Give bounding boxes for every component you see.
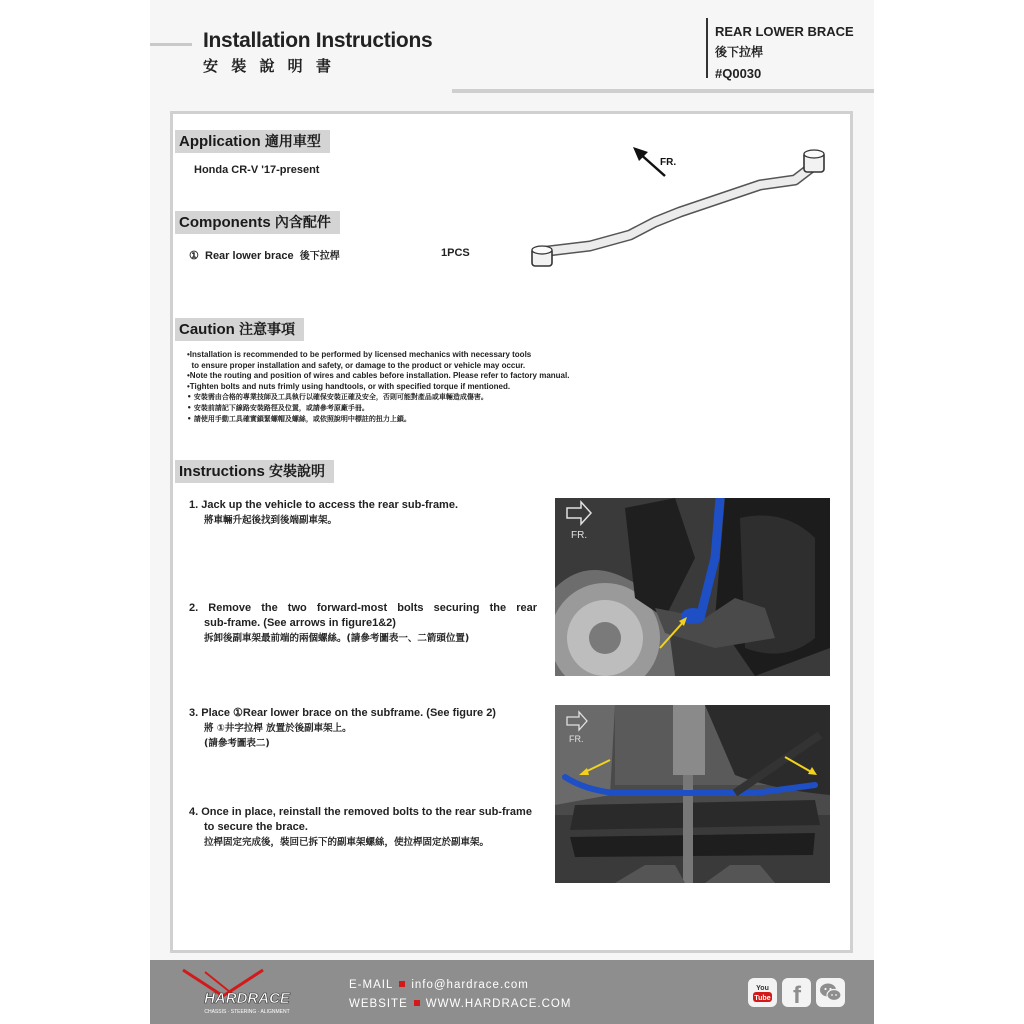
caution-line: to ensure proper installation and safety, or damage to the product or vehicle may occur.: [187, 360, 526, 370]
header-underline: [452, 89, 874, 93]
figure-2-photo: [555, 705, 830, 883]
brand-name: HARDRACE: [204, 990, 290, 1007]
instruction-step-3: 3. Place ①Rear lower brace on the subframe. (See figure 2) 將 ①井字拉桿 放置於後副車架上。 (請參考圖表二): [189, 707, 496, 749]
website-label: WEBSITE: [349, 998, 408, 1010]
svg-text:Tube: Tube: [754, 995, 771, 1002]
page-subtitle: 安 裝 說 明 書: [203, 57, 335, 75]
figure-2-front-label: FR.: [569, 734, 584, 744]
caution-heading: Caution 注意事項: [175, 318, 304, 341]
caution-line: •Tighten bolts and nuts frimly using handtools, or with specified torque if mentioned.: [187, 381, 511, 391]
youtube-icon[interactable]: [748, 978, 777, 1007]
product-name: REAR LOWER BRACE: [715, 24, 854, 39]
caution-line: •Note the routing and position of wires and cables before installation. Please refer to factory manual.: [187, 371, 570, 381]
instructions-heading: Instructions 安裝說明: [175, 460, 334, 483]
vehicle-application: Honda CR-V '17-present: [194, 164, 320, 176]
wechat-icon[interactable]: [816, 978, 845, 1007]
front-label: FR.: [660, 157, 677, 168]
email-label: E-MAIL: [349, 979, 394, 991]
facebook-icon[interactable]: [782, 978, 811, 1007]
caution-line: • 安裝前請記下線路安裝路徑及位置，或請參考原廠手冊。: [187, 403, 369, 412]
header-accent-line: [150, 43, 192, 46]
caution-line: • 安裝需由合格的專業技師及工具執行以確保安裝正確及安全，否則可能對產品或車輛造成傷害。: [187, 393, 488, 402]
instruction-step-4: 4. Once in place, reinstall the removed bolts to the rear sub-frame to secure the brace. 拉桿固定完成後，裝回已拆下的副車架螺絲，使拉桿固定於副車架。: [189, 806, 532, 848]
header-divider: [706, 18, 708, 78]
footer: [150, 960, 874, 1024]
brand-tagline: CHASSIS · STEERING · ALIGNMENT: [204, 1009, 290, 1015]
website-link[interactable]: WWW.HARDRACE.COM: [425, 998, 572, 1010]
page-title: Installation Instructions: [203, 29, 433, 52]
component-item: ① Rear lower brace 後下拉桿: [189, 250, 340, 262]
website-row: [349, 995, 571, 1014]
svg-text:f: f: [793, 982, 801, 1007]
product-name-zh: 後下拉桿: [715, 45, 764, 59]
figure-1-photo: [555, 498, 830, 676]
components-heading: Components 內含配件: [175, 211, 340, 234]
caution-list: [187, 350, 569, 424]
instruction-step-1: 1. Jack up the vehicle to access the rear sub-frame. 將車輛升起後找到後端副車架。: [189, 499, 459, 526]
hardrace-logo: [175, 966, 320, 1018]
part-number: #Q0030: [715, 66, 762, 81]
caution-line: • 請使用手動工具確實鎖緊螺帽及螺絲，或依照說明中標註的扭力上鎖。: [187, 414, 411, 423]
brace-diagram: [520, 140, 840, 275]
contact-info: [349, 976, 571, 1014]
caution-line: •Installation is recommended to be performed by licensed mechanics with necessary tools: [187, 350, 532, 359]
bullet-icon: [399, 981, 405, 987]
email-row: [349, 976, 571, 995]
svg-text:You: You: [756, 985, 769, 992]
figure-1-front-label: FR.: [571, 530, 588, 541]
product-info: [715, 21, 854, 84]
application-heading: Application 適用車型: [175, 130, 330, 153]
rear-lower-brace-drawing: [532, 150, 824, 266]
component-quantity: 1PCS: [441, 247, 470, 259]
bullet-icon: [414, 1000, 420, 1006]
instruction-step-2: 2. Remove the two forward-most bolts securing the rear sub-frame. (See arrows in figure1&2) 拆卸後副車架最前端的兩個螺絲。(請參考圖表一、二箭頭位置): [189, 602, 537, 644]
email-link[interactable]: info@hardrace.com: [411, 979, 529, 991]
